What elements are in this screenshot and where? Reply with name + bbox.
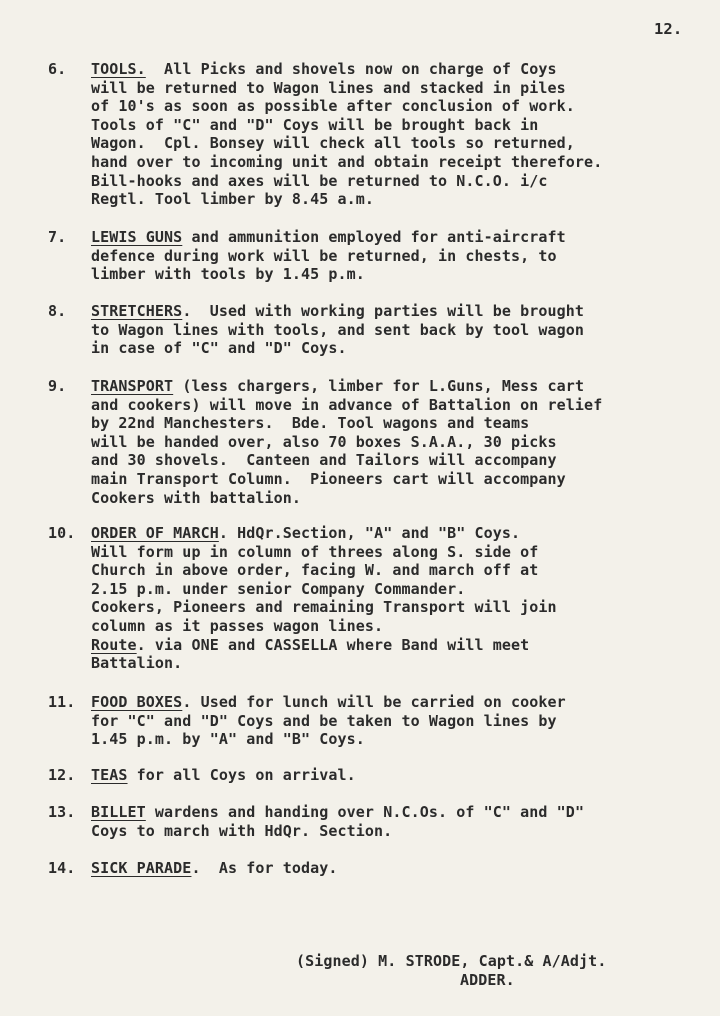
item-text: Cookers, Pioneers and remaining Transport will join [91, 598, 557, 617]
item-subheading: Route [91, 635, 137, 654]
item-number: 14. [48, 859, 76, 877]
item-text: Will form up in column of threes along S. side of [91, 542, 539, 561]
item-heading: ORDER OF MARCH [91, 524, 219, 542]
signature-line: (Signed) M. STRODE, Capt.& A/Adjt. [296, 952, 607, 970]
item-text: . Used for lunch will be carried on cooker [182, 693, 566, 711]
item-text: for all Coys on arrival. [127, 766, 356, 784]
item-text: wardens and handing over N.C.Os. of "C" and "D" [145, 803, 585, 821]
item-heading: TEAS [91, 766, 128, 784]
item-text: main Transport Column. Pioneers cart will accompany [91, 469, 566, 488]
page-number: 12. [654, 20, 683, 38]
item-text: Bill-hooks and axes will be returned to N.C.O. i/c [91, 171, 548, 190]
item-text: and cookers) will move in advance of Battalion on relief [91, 395, 603, 414]
signature-unit: ADDER. [460, 971, 515, 989]
item-text: for "C" and "D" Coys and be taken to Wagon lines by [91, 711, 557, 730]
item-text: defence during work will be returned, in chests, to [91, 246, 557, 265]
item-body [91, 60, 602, 209]
item-text: column as it passes wagon lines. [91, 616, 384, 635]
item-body [91, 859, 338, 878]
item-body [91, 228, 566, 284]
item-text: will be handed over, also 70 boxes S.A.A., 30 picks [91, 432, 557, 451]
item-heading: LEWIS GUNS [91, 228, 183, 246]
item-number: 12. [48, 766, 76, 784]
item-text: hand over to incoming unit and obtain receipt therefore. [91, 152, 603, 171]
item-text: (less chargers, limber for L.Guns, Mess cart [173, 377, 585, 395]
item-number: 8. [48, 302, 67, 320]
item-body [91, 803, 584, 840]
item-body [91, 377, 602, 507]
item-text: . Used with working parties will be brought [182, 302, 585, 320]
item-number: 10. [48, 524, 76, 542]
item-text: by 22nd Manchesters. Bde. Tool wagons and teams [91, 414, 530, 433]
item-text: . via ONE and CASSELLA where Band will meet [136, 635, 530, 654]
item-text: Coys to march with HdQr. Section. [91, 821, 393, 840]
item-text: to Wagon lines with tools, and sent back by tool wagon [91, 320, 585, 339]
item-text: Cookers with battalion. [91, 488, 302, 507]
item-body [91, 302, 584, 358]
item-text: and ammunition employed for anti-aircraft [182, 228, 566, 246]
item-heading: TRANSPORT [91, 377, 174, 395]
signature-block [296, 952, 606, 990]
item-text: in case of "C" and "D" Coys. [91, 339, 347, 358]
item-text: 1.45 p.m. by "A" and "B" Coys. [91, 730, 365, 749]
item-text: limber with tools by 1.45 p.m. [91, 265, 365, 284]
item-heading: SICK PARADE [91, 859, 192, 877]
item-text: Regtl. Tool limber by 8.45 a.m. [91, 190, 375, 209]
item-text: Tools of "C" and "D" Coys will be brought back in [91, 115, 539, 134]
item-number: 7. [48, 228, 67, 246]
item-text: . HdQr.Section, "A" and "B" Coys. [218, 524, 521, 542]
item-body [91, 524, 557, 673]
item-text: Wagon. Cpl. Bonsey will check all tools so returned, [91, 134, 575, 153]
item-number: 11. [48, 693, 76, 711]
item-number: 9. [48, 377, 67, 395]
item-number: 6. [48, 60, 67, 78]
item-text: will be returned to Wagon lines and stacked in piles [91, 78, 566, 97]
item-body [91, 693, 566, 749]
item-text: 2.15 p.m. under senior Company Commander. [91, 579, 466, 598]
item-text: Battalion. [91, 654, 183, 673]
item-text: Church in above order, facing W. and march off at [91, 561, 539, 580]
item-heading: STRETCHERS [91, 302, 183, 320]
item-text: of 10's as soon as possible after conclusion of work. [91, 97, 575, 116]
item-number: 13. [48, 803, 76, 821]
item-text: . As for today. [191, 859, 338, 877]
item-body [91, 766, 356, 785]
item-heading: FOOD BOXES [91, 693, 183, 711]
item-text: All Picks and shovels now on charge of Coys [145, 60, 557, 78]
item-heading: BILLET [91, 803, 146, 821]
item-text: and 30 shovels. Canteen and Tailors will accompany [91, 451, 557, 470]
item-heading: TOOLS. [91, 60, 146, 78]
